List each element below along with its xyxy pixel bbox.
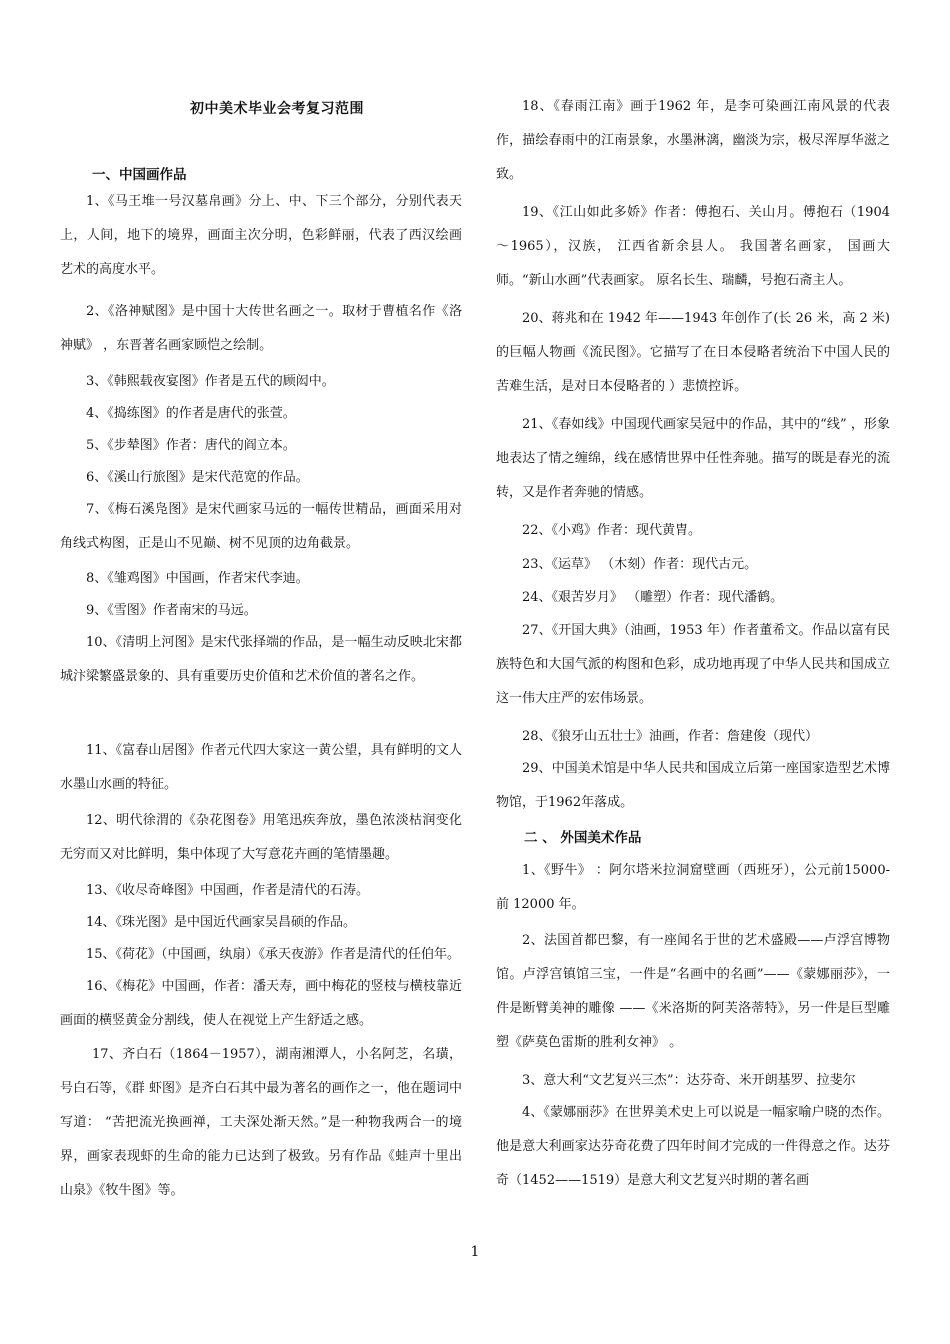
right-item-28: 28、《狼牙山五壮士》油画，作者：詹建俊（现代） [522, 729, 819, 744]
section-heading-foreign-art: 二 、 外国美术作品 [524, 830, 642, 846]
right-item-27: 27、《开国大典》（油画，1953 年）作者董希文。作品以富有民族特色和大国气派的构图和色彩，成功地再现了中华人民共和国成立这一伟大庄严的宏伟场景。 [496, 623, 890, 706]
left-item-8: 8、《雏鸡图》中国画，作者宋代李迪。 [86, 571, 309, 586]
left-item-4: 4、《捣练图》的作者是唐代的张萱。 [86, 406, 296, 421]
right-item-22: 22、《小鸡》作者：现代黄胄。 [522, 523, 702, 538]
left-item-6: 6、《溪山行旅图》是宋代范宽的作品。 [86, 470, 309, 485]
left-item-11: 11、《富春山居图》作者元代四大家这一黄公望，具有鲜明的文人水墨山水画的特征。 [60, 743, 462, 792]
left-item-17: 17、齐白石（1864－1957），湖南湘潭人，小名阿芝，名璜，号白石等，《群 虾图》是齐白石其中最为著名的画作之一，他在题词中写道： “苦把流光换画禅，工夫深处渐天然。”是一种物我两合一的境界，画家表现虾的生命的能力已达到了极致。另有作品《蛙声十里出山泉》《牧牛图》等。 [60, 1047, 462, 1198]
foreign-item-2: 2、法国首都巴黎，有一座闻名于世的艺术盛殿——卢浮宫博物馆。卢浮宫镇馆三宝，一件是“名画中的名画”——《蒙娜丽莎》，一件是断臂美神的雕像 ——《米洛斯的阿芙洛蒂特》，另一件是巨型雕塑《萨莫色雷斯的胜利女神》 。 [496, 933, 890, 1050]
left-item-2: 2、《洛神赋图》是中国十大传世名画之一。取材于曹植名作《洛神赋》 ，东晋著名画家顾恺之绘制。 [60, 304, 462, 353]
right-item-18: 18、《春雨江南》画于1962 年，是李可染画江南风景的代表作，描绘春雨中的江南景象，水墨淋漓，幽淡为宗，极尽浑厚华滋之致。 [496, 99, 890, 182]
page-number: 1 [470, 1244, 480, 1260]
right-item-19: 19、《江山如此多娇》作者：傅抱石、关山月。傅抱石（1904～1965），汉族， 江西省新余县人。 我国著名画家， 国画大师。“新山水画”代表画家。 原名长生、瑞麟，号抱石斋主人。 [496, 205, 890, 288]
right-item-29: 29、中国美术馆是中华人民共和国成立后第一座国家造型艺术博物馆，于1962年落成。 [496, 761, 890, 810]
left-item-13: 13、《收尽奇峰图》中国画，作者是清代的石涛。 [86, 883, 370, 898]
left-item-14: 14、《珠光图》是中国近代画家吴昌硕的作品。 [86, 915, 357, 930]
foreign-item-1: 1、《野牛》 ：阿尔塔米拉洞窟壁画（西班牙），公元前15000-前 12000 年。 [496, 863, 890, 912]
right-item-20: 20、蒋兆和在 1942 年——1943 年创作了(长 26 米，高 2 米)的巨幅人物画《流民图》。它描写了在日本侵略者统治下中国人民的苦难生活，是对日本侵略者的 ）悲愤控诉。 [496, 311, 890, 394]
right-item-21: 21、《春如线》中国现代画家吴冠中的作品，其中的“线” ，形象地表达了情之缠绵，线在感情世界中任性奔驰。描写的既是春光的流转，又是作者奔驰的情感。 [496, 417, 890, 500]
page-title: 初中美术毕业会考复习范围 [190, 101, 364, 117]
left-item-12: 12、明代徐渭的《杂花图卷》用笔迅疾奔放，墨色浓淡枯润变化无穷而又对比鲜明，集中体现了大写意花卉画的笔情墨趣。 [60, 813, 462, 862]
section-heading-chinese-painting: 一、中国画作品 [92, 167, 187, 183]
left-item-9: 9、《雪图》作者南宋的马远。 [86, 603, 257, 618]
left-item-15: 15、《荷花》（中国画，纨扇）《承天夜游》作者是清代的任伯年。 [86, 947, 461, 962]
left-item-5: 5、《步辇图》作者：唐代的阎立本。 [86, 438, 296, 453]
left-item-10: 10、《清明上河图》是宋代张择端的作品，是一幅生动反映北宋都城汴梁繁盛景象的、具有重要历史价值和艺术价值的著名之作。 [60, 635, 462, 684]
right-item-24: 24、《艰苦岁月》 （雕塑）作者：现代潘鹤。 [522, 590, 784, 605]
foreign-item-3: 3、意大利“文艺复兴三杰”：达芬奇、米开朗基罗、拉斐尔 [522, 1073, 856, 1088]
left-item-3: 3、《韩熙载夜宴图》作者是五代的顾闳中。 [86, 374, 335, 389]
right-item-23: 23、《运草》 （木刻）作者：现代古元。 [522, 557, 758, 572]
foreign-item-4: 4、《蒙娜丽莎》在世界美术史上可以说是一幅家喻户晓的杰作。他是意大利画家达芬奇花费了四年时间才完成的一件得意之作。达芬奇（1452——1519）是意大利文艺复兴时期的著名画 [496, 1105, 890, 1188]
left-item-16: 16、《梅花》中国画，作者：潘天寿，画中梅花的竖枝与横枝靠近画面的横竖黄金分割线，使人在视觉上产生舒适之感。 [60, 979, 462, 1028]
left-item-7: 7、《梅石溪凫图》是宋代画家马远的一幅传世精品，画面采用对角线式构图，正是山不见巅、树不见顶的边角截景。 [60, 502, 462, 551]
left-item-1: 1、《马王堆一号汉墓帛画》分上、中、下三个部分，分别代表天上，人间，地下的境界，画面主次分明，色彩鲜丽，代表了西汉绘画艺术的高度水平。 [60, 194, 462, 277]
